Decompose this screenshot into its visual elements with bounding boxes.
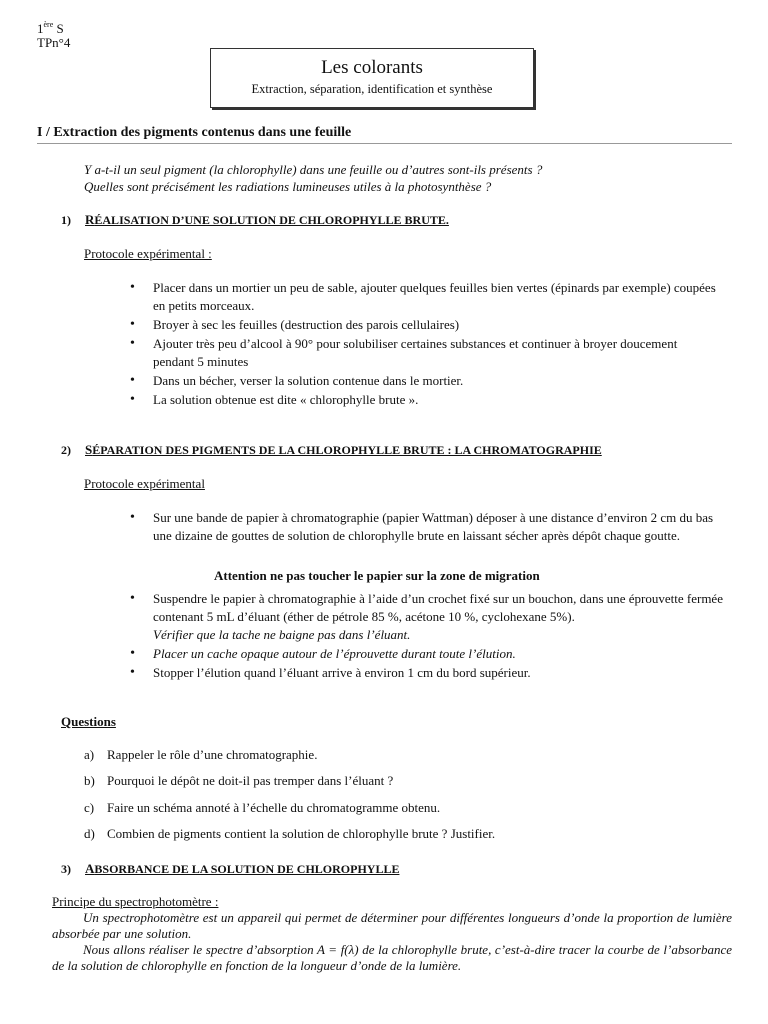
part1-heading: 1) RÉALISATION D’UNE SOLUTION DE CHLOROPHYLLE BRUTE.	[61, 212, 449, 227]
list-item: • Broyer à sec les feuilles (destruction des parois cellulaires)	[130, 316, 720, 334]
part3-heading: 3) ABSORBANCE DE LA SOLUTION DE CHLOROPHYLLE	[61, 861, 400, 876]
principle-text: Un spectrophotomètre est un appareil qui permet de déterminer pour différentes longueurs d’onde la proportion de lumière absorbée par une solution. Nous allons réaliser le spectre d’absorption A = f(λ) de la chlorophylle brute, c’est-à-dire tracer la courbe de l’absorbance de la solution de chlorophylle en fonction de la longueur d’onde de la lumière.	[52, 910, 732, 973]
list-item: • La solution obtenue est dite « chlorophylle brute ».	[130, 391, 720, 409]
protocol-list-2b	[130, 590, 730, 683]
list-item: • Placer dans un mortier un peu de sable, ajouter quelques feuilles bien vertes (épinards par exemple) coupées en petits morceaux.	[130, 279, 720, 315]
title-box	[210, 48, 534, 108]
part2-heading: 2) SÉPARATION DES PIGMENTS DE LA CHLOROPHYLLE BRUTE : LA CHROMATOGRAPHIE	[61, 442, 602, 457]
list-item: • Ajouter très peu d’alcool à 90° pour solubiliser certaines substances et continuer à broyer doucement pendant 5 minutes	[130, 335, 720, 371]
intro-questions: Y a-t-il un seul pigment (la chlorophylle) dans une feuille ou d’autres sont-ils présents ? Quelles sont précisément les radiations lumineuses utiles à la photosynthèse ?	[84, 162, 543, 194]
section-title: I / Extraction des pigments contenus dans une feuille	[37, 125, 352, 140]
question-item: a) Rappeler le rôle d’une chromatographie.	[84, 747, 318, 762]
question-item: c) Faire un schéma annoté à l’échelle du chromatogramme obtenu.	[84, 800, 441, 815]
tp-number: TPn°4	[37, 35, 71, 50]
list-item: • Dans un bécher, verser la solution contenue dans le mortier.	[130, 372, 720, 390]
protocol-list-1	[130, 279, 720, 410]
section-divider	[37, 143, 732, 144]
class-label: 1ère S TPn°4	[37, 19, 71, 50]
question-item: b) Pourquoi le dépôt ne doit-il pas tremper dans l’éluant ?	[84, 773, 394, 788]
question-item: d) Combien de pigments contient la solution de chlorophylle brute ? Justifier.	[84, 826, 496, 841]
protocol-label-2: Protocole expérimental	[84, 476, 205, 491]
list-item: • Suspendre le papier à chromatographie à l’aide d’un crochet fixé sur un bouchon, dans une éprouvette fermée contenant 5 mL d’éluant (éther de pétrole 85 %, acétone 10 %, cyclohexane 5%). Vérifier que la tache ne baigne pas dans l’éluant.	[130, 590, 730, 644]
list-item: • Sur une bande de papier à chromatographie (papier Wattman) déposer à une distance d’environ 2 cm du bas une dizaine de gouttes de solution de chlorophylle brute en laissant sécher après dépôt chaque goutte.	[130, 509, 720, 545]
list-item: • Stopper l’élution quand l’éluant arrive à environ 1 cm du bord supérieur.	[130, 664, 730, 682]
protocol-list-2a	[130, 509, 720, 546]
questions-heading: Questions	[61, 714, 116, 729]
list-item: • Placer un cache opaque autour de l’éprouvette durant toute l’élution.	[130, 645, 730, 663]
warning-note: Attention ne pas toucher le papier sur la zone de migration	[214, 568, 540, 583]
protocol-label-1: Protocole expérimental :	[84, 246, 212, 261]
principle-label: Principe du spectrophotomètre :	[52, 894, 219, 909]
page-subtitle: Extraction, séparation, identification et synthèse	[251, 82, 493, 96]
page-title: Les colorants	[321, 57, 423, 78]
